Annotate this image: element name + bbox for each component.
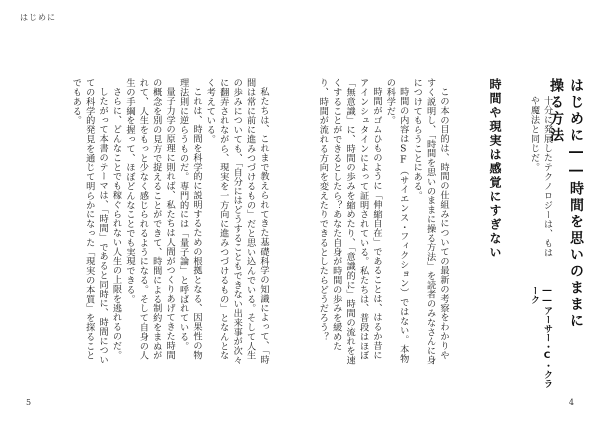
body-paragraph: 時間の内容はSF（サイエンス・フィクション）ではない。本物の科学だ。 bbox=[384, 78, 409, 364]
page-number-left: 5 bbox=[26, 398, 32, 407]
epigraph-quote: 十分に発展したテクノロジーは、もはや魔法と同じだ。 bbox=[529, 96, 552, 258]
body-paragraph: したがって本書のテーマは、「時間」であると同時に、時間についての科学的発見を通じて明らかになった「現実の本質」を探ることでもある。 bbox=[70, 78, 109, 365]
epigraph-author: ――アーサー・C・クラーク bbox=[529, 286, 552, 388]
body-paragraph: 量子力学の原理に則れば、私たちは人間がつくりあげてきた時間の概念を別の見方で捉えることができて、時間による制約をまぬがれて、人生をもっと少なく感じられるようになる。そして自身の人生の手綱を握って、ほぼどんなことでも実現できる。 bbox=[123, 78, 176, 360]
body-paragraph: この本の目的は、時間の仕組みについての最新の考察をわかりやすく説明し、「時間を思いのままに操る方法」を読者のみなさんに身につけてもらうことにある。 bbox=[411, 78, 449, 365]
chapter-title: はじめに――時間を思いのままに操る方法 bbox=[548, 78, 584, 330]
page-number-right: 4 bbox=[568, 398, 574, 407]
body-paragraph: さらに、どんなことでも稼ぐられない人生の上限を逃れるのだ。 bbox=[110, 87, 122, 360]
right-page-body bbox=[317, 78, 450, 368]
body-paragraph: これは、時間を科学的に説明するための根拠となる、因果性の物理法則に逆らうものだ。専門的には「量子論」と呼ばれている。 bbox=[177, 78, 202, 360]
left-page-body bbox=[26, 78, 270, 368]
running-head: はじめに bbox=[20, 13, 56, 22]
body-paragraph: 私たちは、これまで教えられてきた基礎科学の知識によって、「時間は常に前に進みつづけるもの」だと思い込んでいる。そして人生の歩みについても、「自分にはどうすることもできない出来事が次々に翻弄されながら、現実を一方向に進みつづけるもの」となんとなく考えている。 bbox=[204, 78, 269, 365]
section-subheading: 時間や現実は感覚にすぎない bbox=[488, 78, 502, 260]
right-page bbox=[300, 0, 600, 425]
body-paragraph: 時間がゴムひものように「伸縮自在」であることは、はるか昔にアインシュタインによって証明されている。私たちは、普段はほぼ「無意識」に、時間の歩みを縮めたり、「意識的に」時間の流れを速くすることができるとしたら？あなた自身が時間の歩みを緩めたり、時間が流れる方向を変えたりできるとしたらどうだろう？ bbox=[317, 78, 382, 365]
